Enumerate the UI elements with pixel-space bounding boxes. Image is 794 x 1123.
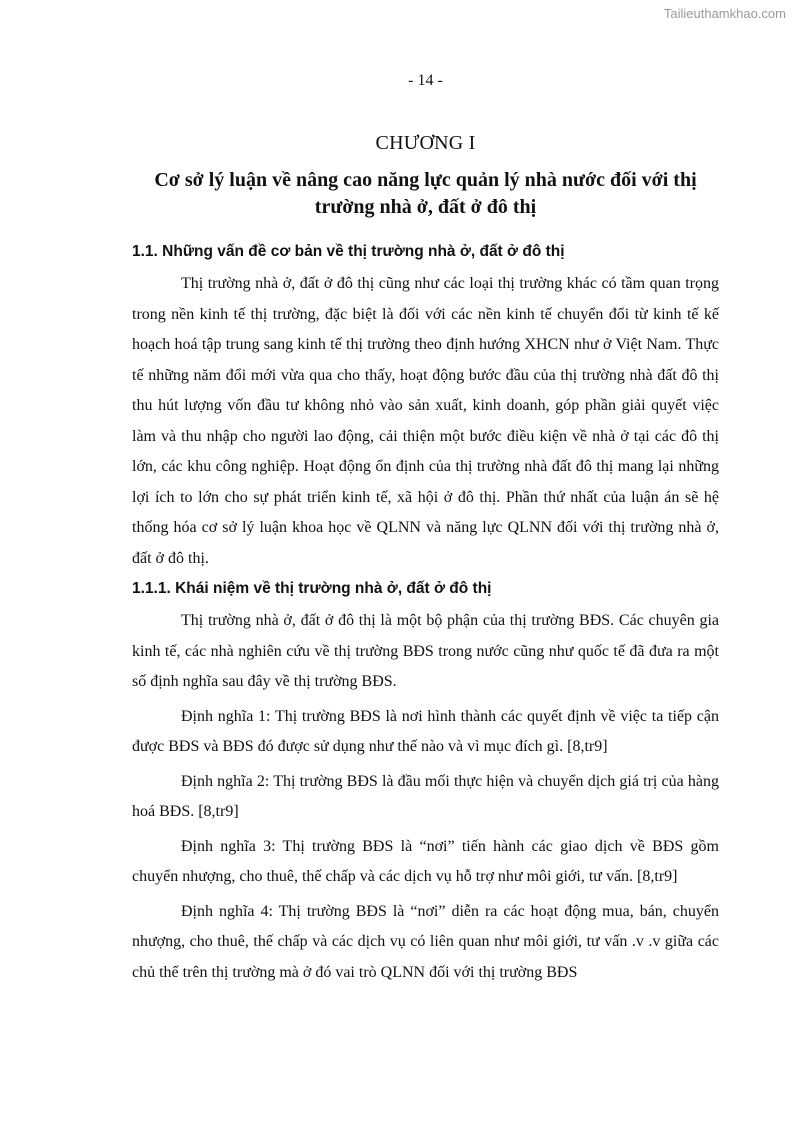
chapter-label: CHƯƠNG I bbox=[375, 132, 476, 154]
section-1-1-paragraph: Thị trường nhà ở, đất ở đô thị cũng như các loại thị trường khác có tầm quan trọng trong nền kinh tế thị trường, đặc biệt là đối với các nền kinh tế chuyển đổi từ kinh tế kế hoạch hoá tập trung sang kinh tế thị trường theo định hướng XHCN như ở Việt Nam. Thực tế những năm đổi mới vừa qua cho thấy, hoạt động bước đầu của thị trường nhà đất đô thị thu hút lượng vốn đầu tư không nhỏ vào sản xuất, kinh doanh, góp phần giải quyết việc làm và thu nhập cho người lao động, cải thiện một bước điều kiện về nhà ở tại các đô thị lớn, các khu công nghiệp. Hoạt động ổn định của thị trường nhà đất đô thị mang lại những lợi ích to lớn cho sự phát triển kinh tế, xã hội ở đô thị. Phần thứ nhất của luận án sẽ hệ thống hóa cơ sở lý luận khoa học về QLNN và năng lực QLNN đối với thị trường nhà ở, đất ở đô thị. bbox=[132, 275, 719, 567]
section-heading-1-1-1: 1.1.1. Khái niệm về thị trường nhà ở, đất ở đô thị bbox=[132, 580, 492, 597]
definition-2: Định nghĩa 2: Thị trường BĐS là đầu mối thực hiện và chuyển dịch giá trị của hàng hoá BĐS. [8,tr9] bbox=[132, 772, 719, 820]
definition-4: Định nghĩa 4: Thị trường BĐS là “nơi” diễn ra các hoạt động mua, bán, chuyển nhượng, cho thuê, thế chấp và các dịch vụ có liên quan như môi giới, tư vấn .v .v giữa các chủ thể trên thị trường mà ở đó vai trò QLNN đối với thị trường BĐS bbox=[132, 902, 719, 981]
section-1-1-1-intro: Thị trường nhà ở, đất ở đô thị là một bộ phận của thị trường BĐS. Các chuyên gia kinh tế, các nhà nghiên cứu về thị trường BĐS trong nước cũng như quốc tế đã đưa ra một số định nghĩa sau đây về thị trường BĐS. bbox=[132, 612, 719, 690]
definition-1: Định nghĩa 1: Thị trường BĐS là nơi hình thành các quyết định về việc ta tiếp cận được BĐS và BĐS đó được sử dụng như thế nào và vì mục đích gì. [8,tr9] bbox=[132, 707, 719, 755]
watermark: Tailieuthamkhao.com bbox=[663, 6, 786, 21]
page-number: - 14 - bbox=[408, 72, 443, 89]
chapter-title: Cơ sở lý luận về nâng cao năng lực quản lý nhà nước đối với thị trường nhà ở, đất ở đô thị bbox=[154, 169, 697, 218]
page-content bbox=[132, 72, 719, 988]
section-heading-1-1: 1.1. Những vấn đề cơ bản về thị trường nhà ở, đất ở đô thị bbox=[132, 243, 565, 260]
definition-3: Định nghĩa 3: Thị trường BĐS là “nơi” tiến hành các giao dịch về BĐS gồm chuyển nhượng, cho thuê, thế chấp và các dịch vụ hỗ trợ như môi giới, tư vấn. [8,tr9] bbox=[132, 837, 719, 885]
